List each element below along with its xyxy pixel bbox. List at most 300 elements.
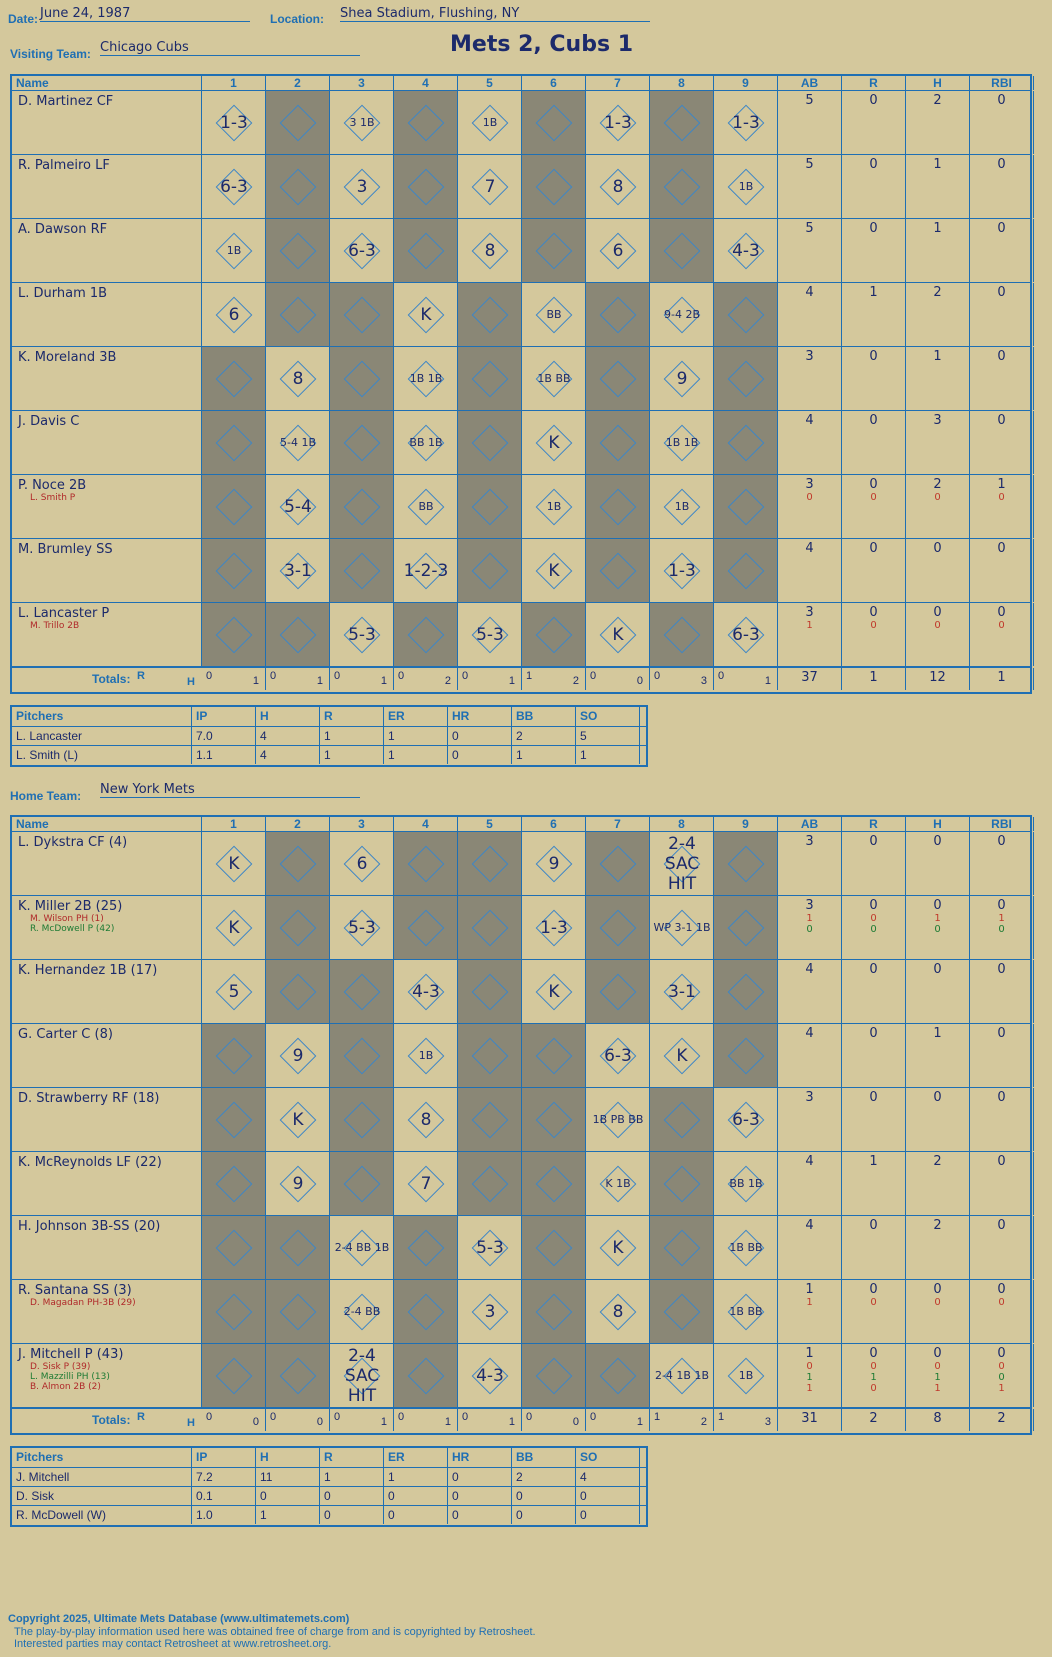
inning-7-cell	[586, 219, 650, 282]
inning-6-cell	[522, 1152, 586, 1215]
stat-rbi-sub-value: 0	[998, 1361, 1005, 1372]
batter-name-cell	[12, 219, 202, 282]
total-r: 1	[842, 668, 906, 690]
inning-3-cell	[330, 539, 394, 602]
stat-ab	[778, 1216, 842, 1279]
play-result: 1B	[738, 180, 754, 193]
stat-ab-value: 1	[805, 1282, 814, 1297]
stat-r	[842, 1024, 906, 1087]
play-result: 1-3	[668, 560, 696, 581]
batter-row	[12, 538, 1032, 602]
play-result: 3	[484, 1301, 496, 1322]
inning-hits: 1	[252, 675, 259, 687]
stat-r-value: 0	[869, 898, 878, 913]
batter-name-cell	[12, 155, 202, 218]
inning-7-cell	[586, 1216, 650, 1279]
inning-3-cell	[330, 347, 394, 410]
play-result	[266, 832, 330, 895]
inning-2-cell	[266, 960, 330, 1023]
play-result: 6	[612, 240, 624, 261]
visitors-scoresheet	[10, 74, 1032, 694]
pitcher-stat: 0	[448, 1468, 512, 1486]
stat-header-ab: AB	[778, 76, 842, 90]
play-result	[458, 411, 522, 474]
inning-8-cell	[650, 411, 714, 474]
inning-1-cell	[202, 91, 266, 154]
totals-r-label: R	[137, 1411, 145, 1423]
inning-4-cell	[394, 411, 458, 474]
play-result	[522, 1088, 586, 1151]
stat-h-value: 2	[933, 1154, 942, 1169]
play-result: 1-3	[220, 112, 248, 133]
stat-rbi-value: 0	[997, 898, 1006, 913]
play-result	[586, 539, 650, 602]
play-result	[714, 832, 778, 895]
stat-h-value: 0	[933, 962, 942, 977]
inning-5-cell	[458, 1216, 522, 1279]
location-value: Shea Stadium, Flushing, NY	[340, 6, 650, 22]
inning-8-cell	[650, 347, 714, 410]
inning-2-cell	[266, 411, 330, 474]
inning-3-cell	[330, 603, 394, 666]
batter-name: L. Dykstra CF (4)	[18, 835, 128, 850]
stat-ab	[778, 155, 842, 218]
pitcher-stat: 4	[256, 727, 320, 745]
stat-rbi-value: 0	[997, 285, 1006, 300]
inning-8-cell	[650, 1216, 714, 1279]
inning-header-2: 2	[266, 817, 330, 831]
inning-3-cell	[330, 1152, 394, 1215]
play-result	[458, 1152, 522, 1215]
pitcher-stat: 4	[256, 746, 320, 764]
stat-r	[842, 1216, 906, 1279]
substitute-name: D. Sisk P (39)	[30, 1362, 91, 1372]
inning-8-cell	[650, 832, 714, 895]
stat-h-value: 0	[933, 898, 942, 913]
stat-h	[906, 475, 970, 538]
stat-h	[906, 832, 970, 895]
play-result	[586, 475, 650, 538]
play-result: 6-3	[220, 176, 248, 197]
stat-ab	[778, 1280, 842, 1343]
stat-header-r: R	[842, 817, 906, 831]
totals-r-label: R	[137, 670, 145, 682]
stat-ab	[778, 896, 842, 959]
inning-2-cell	[266, 91, 330, 154]
inning-4-total	[394, 1409, 458, 1431]
pitcher-stat: 1	[512, 746, 576, 764]
play-result	[586, 283, 650, 346]
play-result	[394, 603, 458, 666]
stat-r-value: 0	[869, 221, 878, 236]
play-result: 1-3	[732, 112, 760, 133]
stat-h-sub-value: 0	[934, 1361, 941, 1372]
stat-ab-value: 3	[805, 898, 814, 913]
inning-7-cell	[586, 1024, 650, 1087]
inning-3-cell	[330, 155, 394, 218]
inning-1-cell	[202, 283, 266, 346]
inning-7-cell	[586, 411, 650, 474]
inning-5-total	[458, 1409, 522, 1431]
play-result: 3	[356, 176, 368, 197]
substitute-name: R. McDowell P (42)	[30, 924, 115, 934]
play-result	[522, 1024, 586, 1087]
play-result: 4-3	[732, 240, 760, 261]
inning-5-cell	[458, 1088, 522, 1151]
stat-r-value: 0	[869, 1090, 878, 1105]
stat-r-value: 1	[869, 1154, 878, 1169]
play-result	[522, 1216, 586, 1279]
inning-9-cell	[714, 896, 778, 959]
inning-6-cell	[522, 896, 586, 959]
play-result	[266, 155, 330, 218]
stat-ab	[778, 539, 842, 602]
play-result	[202, 411, 266, 474]
inning-3-total	[330, 668, 394, 690]
batter-row	[12, 282, 1032, 346]
stat-h	[906, 219, 970, 282]
stat-header-r: R	[842, 76, 906, 90]
stat-h-sub-value: 1	[934, 1372, 941, 1383]
inning-4-cell	[394, 603, 458, 666]
play-result	[330, 475, 394, 538]
play-result: 8	[420, 1109, 432, 1130]
play-result	[522, 1280, 586, 1343]
inning-runs: 1	[526, 670, 533, 682]
stat-r-value: 0	[869, 834, 878, 849]
stat-rbi	[970, 1280, 1034, 1343]
play-result: 1-2-3	[403, 560, 449, 581]
play-result: 7	[420, 1173, 432, 1194]
stat-rbi-sub-value: 0	[998, 924, 1005, 935]
visitors-pitching-table	[10, 705, 648, 767]
stat-ab	[778, 1024, 842, 1087]
batter-name-cell	[12, 475, 202, 538]
visiting-team-label: Visiting Team:	[10, 47, 91, 61]
stat-h-value: 1	[933, 157, 942, 172]
pitcher-row	[12, 745, 646, 764]
play-result	[458, 1088, 522, 1151]
stat-rbi	[970, 603, 1034, 666]
play-result: 2-4 BB	[343, 1305, 381, 1318]
stat-rbi-value: 0	[997, 1026, 1006, 1041]
play-result: 5-3	[476, 1237, 504, 1258]
play-result: K	[228, 853, 240, 874]
inning-6-cell	[522, 1344, 586, 1407]
stat-r	[842, 603, 906, 666]
inning-hits: 0	[316, 1416, 323, 1428]
inning-6-cell	[522, 1216, 586, 1279]
stat-rbi-sub-value: 1	[998, 1383, 1005, 1394]
name-column-header: Name	[12, 76, 202, 90]
pitcher-name: L. Smith (L)	[12, 746, 192, 764]
play-result: 1B	[418, 1049, 434, 1062]
stat-h	[906, 539, 970, 602]
stat-ab-value: 3	[805, 605, 814, 620]
batter-row	[12, 831, 1032, 895]
play-result: 5-4	[284, 496, 312, 517]
stat-r	[842, 155, 906, 218]
inning-9-cell	[714, 155, 778, 218]
pitching-header-so: SO	[576, 1448, 640, 1467]
inning-6-total	[522, 1409, 586, 1431]
inning-7-cell	[586, 1344, 650, 1407]
inning-9-cell	[714, 219, 778, 282]
inning-header-8: 8	[650, 817, 714, 831]
play-result	[650, 1152, 714, 1215]
stat-r-value: 1	[869, 285, 878, 300]
batter-row	[12, 218, 1032, 282]
batter-name: G. Carter C (8)	[18, 1027, 113, 1042]
stat-r-value: 0	[869, 1346, 878, 1361]
pitcher-stat: 1	[384, 727, 448, 745]
inning-hits: 3	[764, 1416, 771, 1428]
play-result	[266, 896, 330, 959]
play-result: 1B PB BB	[592, 1113, 644, 1126]
batter-name: L. Lancaster P	[18, 606, 110, 621]
play-result	[714, 475, 778, 538]
inning-1-cell	[202, 347, 266, 410]
stat-h-value: 1	[933, 1026, 942, 1041]
inning-runs: 0	[526, 1411, 533, 1423]
pitching-header-row	[12, 707, 646, 726]
inning-8-cell	[650, 603, 714, 666]
stat-h	[906, 1216, 970, 1279]
inning-5-cell	[458, 219, 522, 282]
inning-3-cell	[330, 1280, 394, 1343]
inning-6-total	[522, 668, 586, 690]
totals-label: Totals:	[92, 1413, 131, 1427]
stat-header-h: H	[906, 817, 970, 831]
inning-8-cell	[650, 1088, 714, 1151]
stat-ab-value: 4	[805, 541, 814, 556]
inning-9-cell	[714, 1088, 778, 1151]
play-result: 6-3	[732, 624, 760, 645]
inning-4-cell	[394, 1024, 458, 1087]
substitute-name: L. Smith P	[30, 493, 76, 503]
inning-8-cell	[650, 539, 714, 602]
batter-name-cell	[12, 1344, 202, 1407]
stat-rbi	[970, 91, 1034, 154]
pitcher-stat: 11	[256, 1468, 320, 1486]
inning-2-cell	[266, 283, 330, 346]
inning-4-cell	[394, 832, 458, 895]
inning-hits: 2	[700, 1416, 707, 1428]
pitcher-stat: 1	[576, 746, 640, 764]
play-result: 2-4 SAC HIT	[664, 833, 700, 894]
play-result	[586, 896, 650, 959]
inning-9-cell	[714, 832, 778, 895]
pitching-header-ip: IP	[192, 707, 256, 726]
inning-8-cell	[650, 475, 714, 538]
inning-8-cell	[650, 960, 714, 1023]
inning-3-cell	[330, 283, 394, 346]
inning-3-cell	[330, 1344, 394, 1407]
inning-9-cell	[714, 91, 778, 154]
stat-ab	[778, 1344, 842, 1407]
stat-r-sub-value: 0	[870, 1383, 877, 1394]
play-result	[266, 603, 330, 666]
stat-ab	[778, 960, 842, 1023]
substitute-name: M. Trillo 2B	[30, 621, 80, 631]
inning-hits: 0	[252, 1416, 259, 1428]
stat-h-sub-value: 0	[934, 1297, 941, 1308]
stat-r-sub-value: 0	[870, 492, 877, 503]
stat-r	[842, 283, 906, 346]
stat-ab	[778, 1088, 842, 1151]
inning-header-1: 1	[202, 76, 266, 90]
stat-r	[842, 832, 906, 895]
play-result	[202, 1152, 266, 1215]
play-result	[266, 283, 330, 346]
inning-1-cell	[202, 1280, 266, 1343]
pitching-header-hr: HR	[448, 1448, 512, 1467]
inning-9-cell	[714, 539, 778, 602]
inning-2-cell	[266, 475, 330, 538]
stat-ab	[778, 1152, 842, 1215]
play-result	[650, 155, 714, 218]
stat-rbi-value: 0	[997, 157, 1006, 172]
pitcher-row	[12, 1486, 646, 1505]
play-result: 8	[612, 176, 624, 197]
play-result	[394, 1280, 458, 1343]
inning-hits: 1	[508, 675, 515, 687]
pitcher-stat: 2	[512, 1468, 576, 1486]
stat-ab-sub-value: 1	[806, 1372, 813, 1383]
play-result: 1B BB	[729, 1241, 763, 1254]
play-result	[522, 219, 586, 282]
stat-r-sub-value: 0	[870, 924, 877, 935]
stat-r-value: 0	[869, 605, 878, 620]
inning-7-cell	[586, 91, 650, 154]
play-result	[266, 1216, 330, 1279]
inning-7-cell	[586, 155, 650, 218]
pitcher-stat: 0	[448, 746, 512, 764]
play-result	[330, 283, 394, 346]
stat-ab-value: 5	[805, 93, 814, 108]
batter-name-cell	[12, 283, 202, 346]
batter-row	[12, 90, 1032, 154]
play-result: 3-1	[668, 981, 696, 1002]
pitcher-stat: 5	[576, 727, 640, 745]
stat-h	[906, 411, 970, 474]
play-result	[202, 539, 266, 602]
inning-2-cell	[266, 1344, 330, 1407]
inning-runs: 0	[334, 1411, 341, 1423]
inning-4-cell	[394, 347, 458, 410]
total-rbi: 1	[970, 668, 1034, 690]
inning-2-cell	[266, 1088, 330, 1151]
stat-r-value: 0	[869, 349, 878, 364]
play-result	[714, 283, 778, 346]
inning-8-cell	[650, 283, 714, 346]
stat-rbi-value: 0	[997, 221, 1006, 236]
play-result	[394, 91, 458, 154]
inning-2-cell	[266, 219, 330, 282]
batter-name-cell	[12, 347, 202, 410]
play-result: 1B	[738, 1369, 754, 1382]
pitcher-row	[12, 1467, 646, 1486]
play-result: 6-3	[732, 1109, 760, 1130]
play-result: 8	[612, 1301, 624, 1322]
play-result: 9	[676, 368, 688, 389]
pitching-header-h: H	[256, 1448, 320, 1467]
batter-name: R. Santana SS (3)	[18, 1283, 132, 1298]
play-result: BB	[418, 500, 434, 513]
pitcher-stat: 1	[320, 746, 384, 764]
batter-name-cell	[12, 832, 202, 895]
stat-r	[842, 411, 906, 474]
pitcher-stat: 1.0	[192, 1506, 256, 1524]
inning-runs: 0	[654, 670, 661, 682]
play-result: 4-3	[476, 1365, 504, 1386]
stat-r	[842, 1152, 906, 1215]
inning-header-4: 4	[394, 817, 458, 831]
stat-ab	[778, 411, 842, 474]
inning-runs: 0	[206, 670, 213, 682]
play-result: K	[292, 1109, 304, 1130]
stat-rbi	[970, 347, 1034, 410]
play-result: 1B BB	[537, 372, 571, 385]
batter-name: M. Brumley SS	[18, 542, 113, 557]
inning-5-cell	[458, 603, 522, 666]
stat-rbi	[970, 411, 1034, 474]
inning-4-cell	[394, 1216, 458, 1279]
pitcher-stat: 7.2	[192, 1468, 256, 1486]
stat-rbi	[970, 1216, 1034, 1279]
retrosheet-contact-line: Interested parties may contact Retrosheet at www.retrosheet.org.	[14, 1638, 332, 1650]
stat-ab-sub-value: 1	[806, 913, 813, 924]
inning-6-cell	[522, 283, 586, 346]
substitute-name: L. Mazzilli PH (13)	[30, 1372, 110, 1382]
stat-h-value: 2	[933, 93, 942, 108]
inning-hits: 1	[444, 1416, 451, 1428]
inning-3-total	[330, 1409, 394, 1431]
inning-5-cell	[458, 896, 522, 959]
pitcher-stat: 1	[320, 1468, 384, 1486]
inning-9-cell	[714, 603, 778, 666]
pitcher-name: J. Mitchell	[12, 1468, 192, 1486]
inning-2-total	[266, 1409, 330, 1431]
pitcher-row	[12, 726, 646, 745]
inning-5-cell	[458, 91, 522, 154]
inning-9-cell	[714, 347, 778, 410]
play-result	[650, 1280, 714, 1343]
play-result	[202, 475, 266, 538]
inning-8-cell	[650, 1280, 714, 1343]
stat-r-sub-value: 0	[870, 620, 877, 631]
play-result	[586, 347, 650, 410]
batter-name-cell	[12, 1216, 202, 1279]
inning-1-cell	[202, 539, 266, 602]
inning-1-cell	[202, 1216, 266, 1279]
pitcher-stat: 1	[384, 1468, 448, 1486]
stat-h-value: 0	[933, 1090, 942, 1105]
stat-r	[842, 960, 906, 1023]
stat-header-rbi: RBI	[970, 76, 1034, 90]
inning-1-cell	[202, 155, 266, 218]
inning-6-cell	[522, 475, 586, 538]
play-result	[650, 219, 714, 282]
pitcher-stat: 1	[384, 746, 448, 764]
play-result	[266, 960, 330, 1023]
inning-7-cell	[586, 1088, 650, 1151]
inning-header-9: 9	[714, 817, 778, 831]
inning-5-total	[458, 668, 522, 690]
inning-runs: 0	[398, 1411, 405, 1423]
stat-rbi-value: 0	[997, 605, 1006, 620]
inning-runs: 0	[398, 670, 405, 682]
